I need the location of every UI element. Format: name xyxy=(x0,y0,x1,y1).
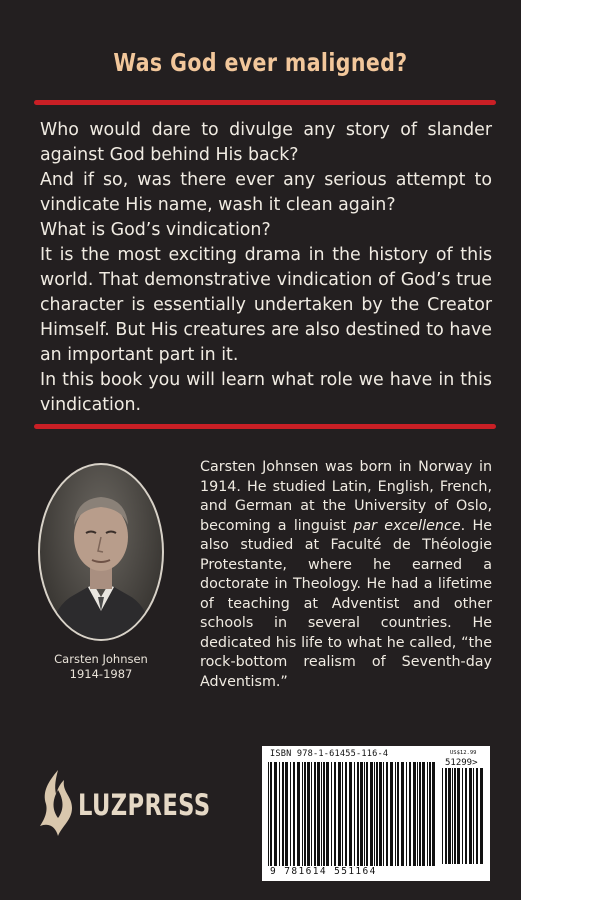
barcode-bar xyxy=(454,768,456,864)
barcode-bar xyxy=(311,762,312,866)
barcode-bar xyxy=(342,762,343,866)
barcode-bar xyxy=(270,762,272,866)
barcode-bar xyxy=(302,762,303,866)
barcode-bar xyxy=(279,762,280,866)
barcode-bar xyxy=(383,762,384,866)
barcode-bar xyxy=(345,762,347,866)
barcode-bar xyxy=(476,768,478,864)
author-portrait-illustration xyxy=(40,465,162,639)
barcode-bar xyxy=(357,762,359,866)
barcode-bar xyxy=(457,768,460,864)
addon-barcode-bars xyxy=(442,768,484,864)
barcode-bar xyxy=(321,762,322,866)
barcode-bar xyxy=(445,768,447,864)
barcode-bar xyxy=(448,768,451,864)
barcode-bar xyxy=(314,762,316,866)
barcode-bar xyxy=(282,762,284,866)
barcode-bar xyxy=(432,762,435,866)
barcode-bar xyxy=(293,762,295,866)
isbn-label: ISBN 978-1-61455-116-4 xyxy=(270,749,389,759)
barcode-bar xyxy=(379,762,382,866)
price-label: US$12.99 xyxy=(450,750,477,756)
barcode-bars xyxy=(268,762,436,866)
flame-icon xyxy=(38,768,78,838)
barcode-bar xyxy=(429,762,431,866)
barcode-bar xyxy=(338,762,341,866)
barcode-bar xyxy=(297,762,300,866)
blurb-paragraph: In this book you will learn what role we have in this vindication. xyxy=(40,370,492,415)
bio-italic-phrase: par excellence xyxy=(353,517,461,534)
barcode-bar xyxy=(427,762,428,866)
barcode-bar xyxy=(473,768,474,864)
portrait-caption xyxy=(30,652,172,682)
barcode-bar xyxy=(465,768,467,864)
blurb-paragraph: And if so, was there ever any serious attempt to vindicate His name, wash it clean again? xyxy=(40,170,492,215)
author-bio xyxy=(200,458,492,692)
barcode-bar xyxy=(452,768,453,864)
cover-title: Was God ever maligned? xyxy=(113,48,408,77)
barcode-bar xyxy=(413,762,416,866)
author-portrait xyxy=(38,463,164,641)
barcode-bar xyxy=(360,762,363,866)
barcode-bar xyxy=(268,762,269,866)
barcode-bar xyxy=(397,762,399,866)
barcode-bar xyxy=(386,762,388,866)
barcode-bar xyxy=(290,762,291,866)
barcode-bar xyxy=(376,762,378,866)
barcode-bar xyxy=(442,768,443,864)
publisher-logo xyxy=(38,768,218,838)
publisher-name: LUZPRESS xyxy=(78,788,211,822)
bottom-red-rule xyxy=(34,424,496,429)
barcode-bar xyxy=(354,762,355,866)
blurb-paragraph: It is the most exciting drama in the history of this world. That demonstrative vindication of God’s true character is essentially undertaken by the Creator Himself. But His creatures are also destined to have an important part in it. xyxy=(40,245,492,365)
barcode-bar xyxy=(334,762,336,866)
barcode-bar xyxy=(307,762,310,866)
barcode-bar xyxy=(480,768,483,864)
blurb-text xyxy=(40,118,492,418)
author-years: 1914-1987 xyxy=(69,667,133,681)
barcode-bar xyxy=(401,762,404,866)
barcode-bar xyxy=(317,762,320,866)
blurb-paragraph: What is God’s vindication? xyxy=(40,220,271,240)
barcode-bar xyxy=(374,762,375,866)
barcode-bar xyxy=(274,762,277,866)
isbn-barcode xyxy=(262,746,490,881)
blurb-paragraph: Who would dare to divulge any story of slander against God behind His back? xyxy=(40,120,492,165)
barcode-bar xyxy=(417,762,418,866)
author-name: Carsten Johnsen xyxy=(54,652,148,666)
barcode-bar xyxy=(469,768,472,864)
barcode-bar xyxy=(304,762,306,866)
barcode-bar xyxy=(364,762,365,866)
barcode-bar xyxy=(285,762,288,866)
barcode-bar xyxy=(462,768,463,864)
price-code: 51299> xyxy=(445,758,478,768)
barcode-bar xyxy=(323,762,325,866)
barcode-bar xyxy=(349,762,352,866)
ean-digits: 9 781614 551164 xyxy=(270,866,377,877)
barcode-bar xyxy=(409,762,411,866)
bio-text: . He also studied at Faculté de Théologie Protestante, where he earned a doctorate in Theology. He had a lifetime of teaching at Adventist and other schools in several countries. He dedicated his life to what he called, “the rock-bottom realism of Seventh-day Adventism.” xyxy=(200,517,492,690)
barcode-bar xyxy=(370,762,373,866)
barcode-bar xyxy=(331,762,332,866)
barcode-bar xyxy=(366,762,368,866)
barcode-bar xyxy=(326,762,329,866)
bio-text: Carsten Johnsen was born in Norway in 1914. He studied Latin, English, French, and German at the University of Oslo, becoming a linguist xyxy=(200,459,492,534)
barcode-bar xyxy=(419,762,421,866)
top-red-rule xyxy=(34,100,496,105)
barcode-bar xyxy=(406,762,407,866)
barcode-bar xyxy=(422,762,425,866)
barcode-bar xyxy=(390,762,393,866)
barcode-bar xyxy=(395,762,396,866)
